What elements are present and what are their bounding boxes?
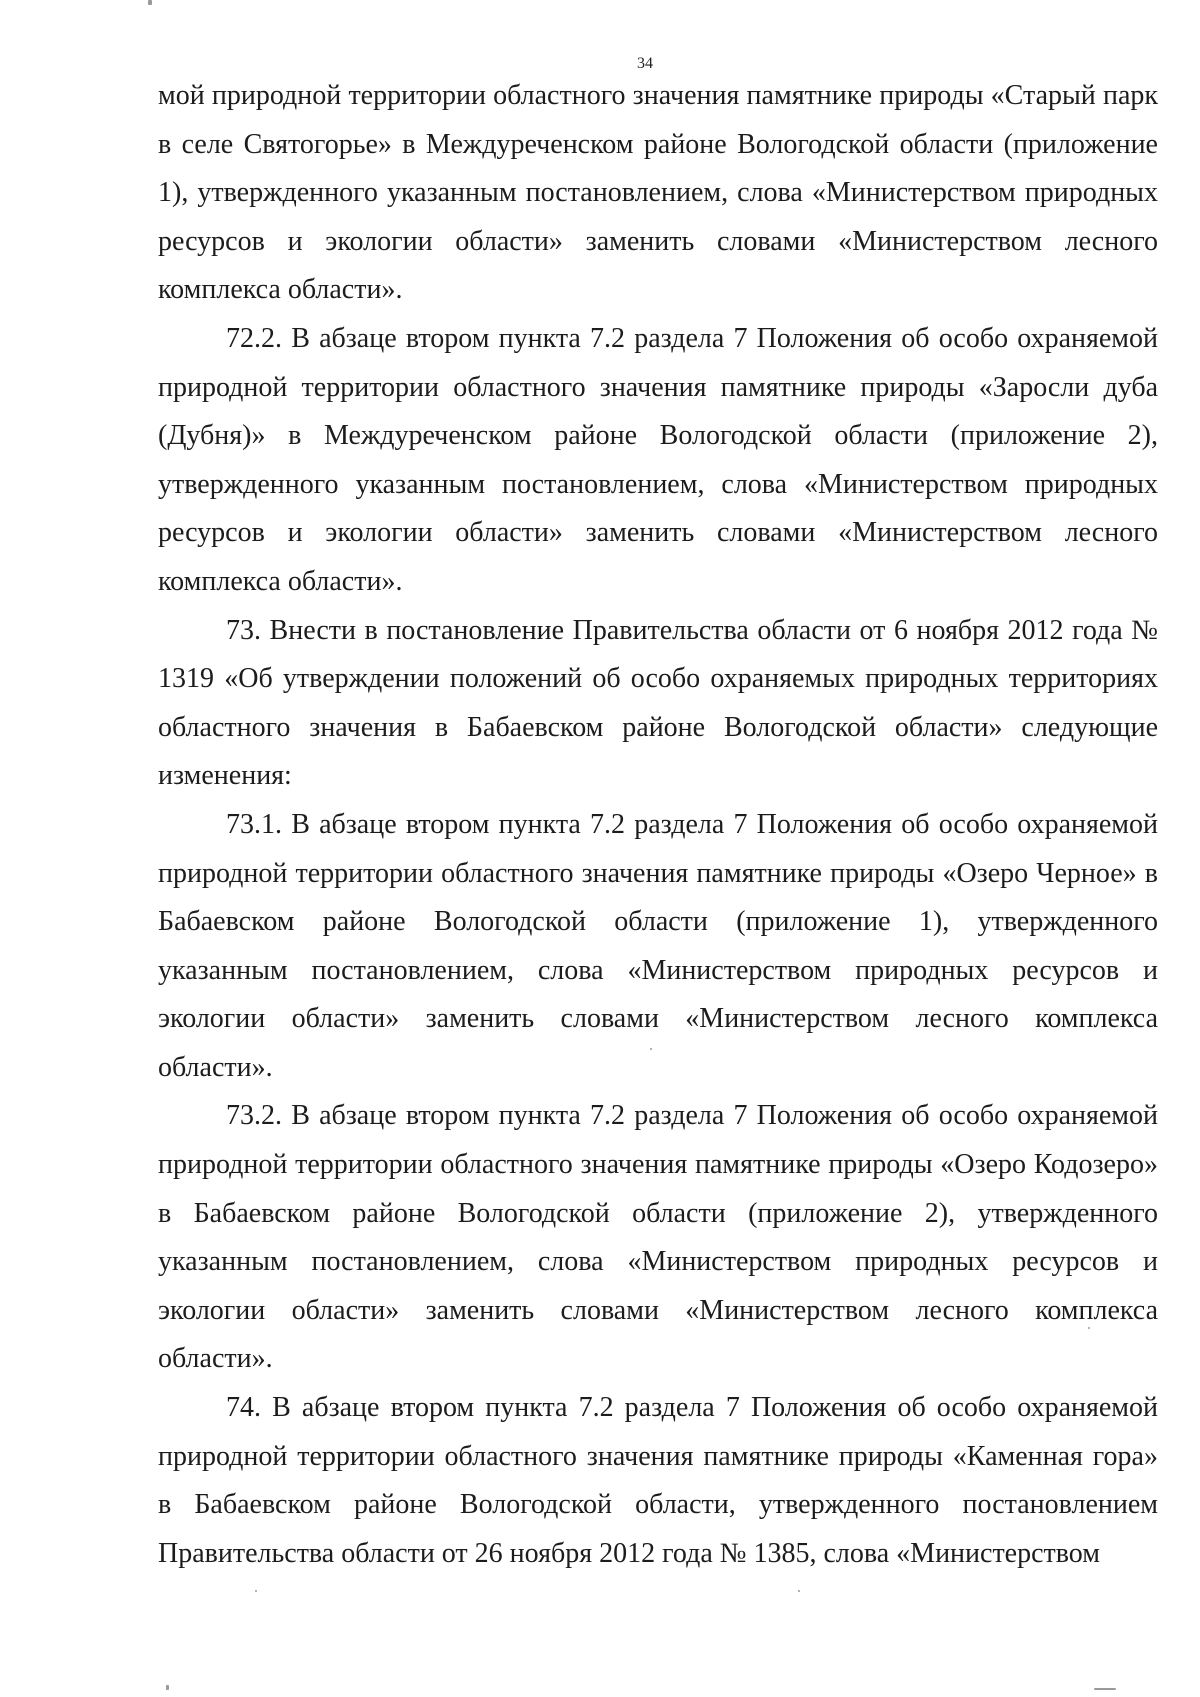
scan-artifact-dot (650, 1048, 652, 1050)
scan-artifact-mark (148, 0, 152, 5)
paragraph-73-1: 73.1. В абзаце втором пункта 7.2 раздела 7 Положения об особо охраняемой природной территории областного значения памятнике природы «Озеро Черное» в Бабаевском районе Вологодской области (приложение 1), утвержденного указанным постановлением, слова «Министерством природных ресурсов и экологии области» заменить словами «Министерством лесного комплекса области». (158, 808, 1158, 1083)
paragraph-continuation-72-1: мой природной территории областного значения памятнике природы «Старый парк в селе Святогорье» в Междуреченском районе Вологодской области (приложение 1), утвержденного указанным постановлением, слова «Министерством природных ресурсов и экологии области» заменить словами «Министерством лесного комплекса области». (158, 80, 1158, 306)
paragraph-73: 73. Внести в постановление Правительства области от 6 ноября 2012 года № 1319 «Об утверждении положений об особо охраняемых природных территориях областного значения в Бабаевском районе Вологодской области» следующие изменения: (158, 614, 1158, 792)
page-number: 34 (637, 55, 653, 72)
paragraph-72-2: 72.2. В абзаце втором пункта 7.2 раздела 7 Положения об особо охраняемой природной территории областного значения памятнике природы «Заросли дуба (Дубня)» в Междуреченском районе Вологодской области (приложение 2), утвержденного указанным постановлением, слова «Министерством природных ресурсов и экологии области» заменить словами «Министерством лесного комплекса области». (158, 322, 1158, 597)
scan-artifact-mark (1094, 1688, 1116, 1690)
paragraph-74: 74. В абзаце втором пункта 7.2 раздела 7 Положения об особо охраняемой природной территории областного значения памятнике природы «Каменная гора» в Бабаевском районе Вологодской области, утвержденного постановлением Правительства области от 26 ноября 2012 года № 1385, слова «Министерством (158, 1392, 1158, 1569)
scan-artifact-dot (1088, 1327, 1090, 1329)
scan-artifact-dot (798, 1590, 800, 1592)
document-body (158, 72, 1158, 1578)
scan-artifact-dot (255, 1590, 257, 1592)
scan-artifact-mark (166, 1685, 169, 1690)
paragraph-73-2: 73.2. В абзаце втором пункта 7.2 раздела 7 Положения об особо охраняемой природной территории областного значения памятнике природы «Озеро Кодозеро» в Бабаевском районе Вологодской области (приложение 2), утвержденного указанным постановлением, слова «Министерством природных ресурсов и экологии области» заменить словами «Министерством лесного комплекса области». (158, 1100, 1158, 1375)
